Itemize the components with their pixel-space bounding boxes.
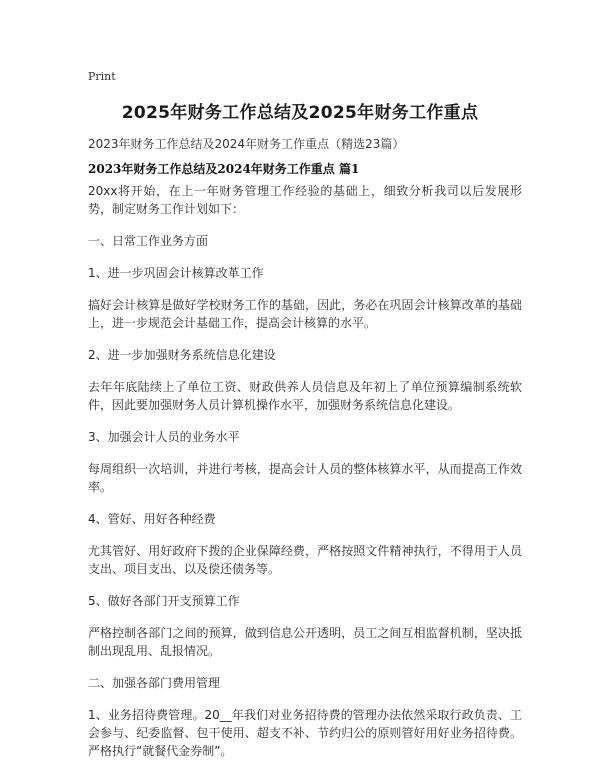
heading-expense-management: 二、加强各部门费用管理: [88, 676, 221, 690]
paragraph-budget: 严格控制各部门之间的预算，做到信息公开透明，员工之间互相监督机制，坚决抵制出现乱用、乱报情况。: [88, 626, 522, 658]
heading-staff-skills: 3、加强会计人员的业务水平: [88, 430, 240, 444]
heading-informatization: 2、进一步加强财务系统信息化建设: [88, 348, 276, 362]
heading-budget: 5、做好各部门开支预算工作: [88, 594, 240, 608]
paragraph-intro: 20xx将开始，在上一年财务管理工作经验的基础上，细致分析我司以后发展形势，制定财务工作计划如下：: [88, 184, 522, 216]
print-label[interactable]: Print: [88, 70, 116, 83]
document-body: [88, 182, 522, 774]
heading-daily-work: 一、日常工作业务方面: [88, 234, 209, 248]
heading-funds: 4、管好、用好各种经费: [88, 512, 216, 526]
document-subtitle: 2023年财务工作总结及2024年财务工作重点（精选23篇）: [88, 137, 405, 151]
page-title: 2025年财务工作总结及2025年财务工作重点: [121, 103, 479, 123]
heading-accounting-reform: 1、进一步巩固会计核算改革工作: [88, 266, 264, 280]
paragraph-informatization: 去年年底陆续上了单位工资、财政供养人员信息及年初上了单位预算编制系统软件，因此要加强财务人员计算机操作水平，加强财务系统信息化建设。: [88, 380, 522, 412]
paragraph-staff-skills: 每周组织一次培训，并进行考核，提高会计人员的整体核算水平，从而提高工作效率。: [88, 462, 522, 494]
paragraph-accounting-reform: 搞好会计核算是做好学校财务工作的基础，因此，务必在巩固会计核算改革的基础上，进一步规范会计基础工作，提高会计核算的水平。: [88, 298, 522, 330]
paragraph-entertainment-expense: 1、业务招待费管理。20__年我们对业务招待费的管理办法依然采取行政负责、工会参与、纪委监督、包干使用、超支不补、节约归公的原则管好用好业务招待费。严格执行“就餐代金券制”。: [88, 708, 522, 758]
section-heading: 2023年财务工作总结及2024年财务工作重点 篇1: [88, 162, 360, 176]
paragraph-funds: 尤其管好、用好政府下拨的企业保障经费，严格按照文件精神执行，不得用于人员支出、项目支出、以及偿还债务等。: [88, 544, 522, 576]
